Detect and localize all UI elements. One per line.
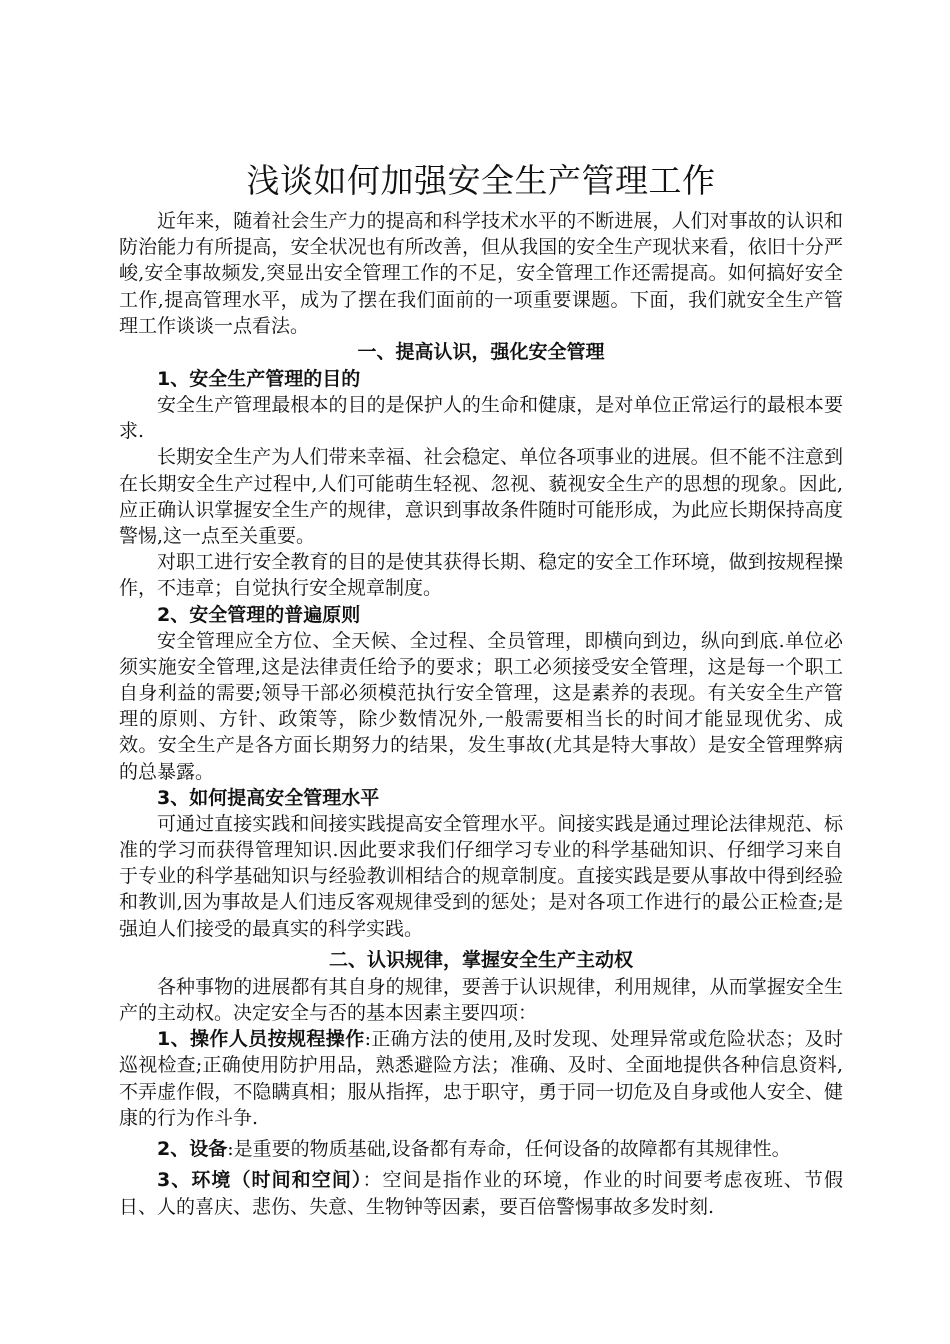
factor-2-lead: 2、设备 (157, 1138, 228, 1161)
factor-1-lead: 1、操作人员按规程操作 (157, 1028, 365, 1051)
paragraph-2-intro: 各种事物的进展都有其自身的规律，要善于认识规律，利用规律，从而掌握安全生产的主动权。决定安全与否的基本因素主要四项： (119, 975, 843, 1025)
intro-paragraph: 近年来，随着社会生产力的提高和科学技术水平的不断进展，人们对事故的认识和防治能力有所提高，安全状况也有所改善，但从我国的安全生产现状来看，依旧十分严峻,安全事故频发,突显出安全管理工作的不足，安全管理工作还需提高。如何搞好安全工作,提高管理水平，成为了摆在我们面前的一项重要课题。下面，我们就安全生产管理工作谈谈一点看法。 (119, 210, 843, 337)
factor-item-3 (119, 1167, 843, 1219)
paragraph-1-3-a: 可通过直接实践和间接实践提高安全管理水平。间接实践是通过理论法律规范、标准的学习而获得管理知识.因此要求我们仔细学习专业的科学基础知识、仔细学习来自于专业的科学基础知识与经验教训相结合的规章制度。直接实践是要从事故中得到经验和教训,因为事故是人们违反客观规律受到的惩处；是对各项工作进行的最公正检查;是强迫人们接受的最真实的科学实践。 (119, 812, 843, 940)
paragraph-1-1-b: 长期安全生产为人们带来幸福、社会稳定、单位各项事业的进展。但不能不注意到在长期安全生产过程中,人们可能萌生轻视、忽视、藐视安全生产的思想的现象。因此,应正确认识掌握安全生产的规律，意识到事故条件随时可能形成，为此应长期保持高度警惕,这一点至关重要。 (119, 446, 843, 548)
factor-3-text: ：空间是指作业的环境，作业的时间要考虑夜班、节假日、人的喜庆、悲伤、失意、生物钟等因素，要百倍警惕事故多发时刻. (119, 1169, 843, 1218)
subsection-1-1-heading: 1、安全生产管理的目的 (157, 368, 361, 391)
factor-3-lead: 3、环境（时间和空间） (157, 1169, 363, 1192)
factor-2-text: :是重要的物质基础,设备都有寿命，任何设备的故障都有其规律性。 (227, 1138, 791, 1161)
subsection-1-2-heading: 2、安全管理的普遍原则 (157, 603, 361, 626)
paragraph-1-1-c: 对职工进行安全教育的目的是使其获得长期、稳定的安全工作环境，做到按规程操作，不违章；自觉执行安全规章制度。 (119, 551, 843, 600)
factor-item-2 (119, 1136, 843, 1162)
paragraph-1-1-a: 安全生产管理最根本的目的是保护人的生命和健康，是对单位正常运行的最根本要求. (119, 394, 843, 443)
subsection-1-3-heading: 3、如何提高安全管理水平 (157, 786, 380, 809)
document-page (119, 158, 843, 1220)
factor-1-text: :正确方法的使用,及时发现、处理异常或危险状态；及时巡视检查;正确使用防护用品，熟悉避险方法；准确、及时、全面地提供各种信息资料,不弄虚作假，不隐瞒真相；服从指挥，忠于职守，勇于同一切危及自身或他人安全、健康的行为作斗争. (119, 1028, 843, 1129)
section-2-heading: 二、认识规律，掌握安全生产主动权 (328, 948, 633, 971)
document-title: 浅谈如何加强安全生产管理工作 (246, 161, 716, 200)
section-1-heading: 一、提高认识，强化安全管理 (357, 341, 605, 364)
factor-item-1 (119, 1026, 843, 1131)
paragraph-1-2-a: 安全管理应全方位、全天候、全过程、全员管理，即横向到边，纵向到底.单位必须实施安全管理,这是法律责任给予的要求；职工必须接受安全管理，这是每一个职工自身利益的需要;领导干部必须模范执行安全管理，这是素养的表现。有关安全生产管理的原则、方针、政策等，除少数情况外,一般需要相当长的时间才能显现优劣、成效。安全生产是各方面长期努力的结果，发生事故(尤其是特大事故）是安全管理弊病的总暴露。 (119, 629, 843, 783)
